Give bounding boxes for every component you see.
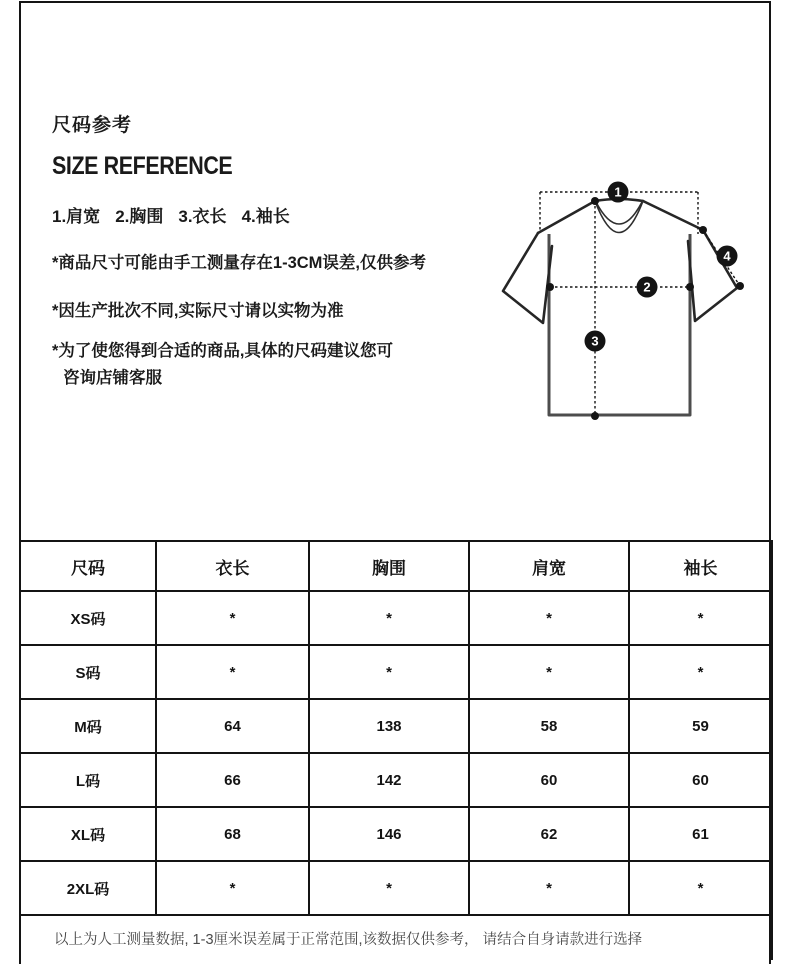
cell-value: 64 (156, 699, 309, 753)
table-row-xs (20, 591, 772, 645)
cell-value: 138 (309, 699, 469, 753)
tshirt-measurement-diagram (490, 158, 790, 450)
tshirt-collar (595, 201, 643, 233)
table-row-m (20, 699, 772, 753)
size-label: S码 (20, 645, 156, 699)
table-footnote: 以上为人工测量数据, 1-3厘米误差属于正常范围,该数据仅供参考， 请结合自身请款进行选择 (20, 915, 772, 960)
col-header-shoulder: 肩宽 (469, 541, 629, 591)
legend-item-length: 3.衣长 (178, 207, 227, 226)
table-row-s (20, 645, 772, 699)
note-contact-service: 咨询店铺客服 (63, 369, 162, 387)
cell-value: * (156, 861, 309, 915)
size-label: 2XL码 (20, 861, 156, 915)
measurement-badge-4: 4 (723, 248, 731, 264)
cell-value: * (469, 861, 629, 915)
size-label: L码 (20, 753, 156, 807)
col-header-chest: 胸围 (309, 541, 469, 591)
table-row-xl (20, 807, 772, 861)
legend-item-chest: 2.胸围 (115, 207, 164, 226)
legend-item-shoulder: 1.肩宽 (52, 207, 101, 226)
cell-value: 61 (629, 807, 772, 861)
col-header-length: 衣长 (156, 541, 309, 591)
cell-value: 60 (629, 753, 772, 807)
cell-value: * (629, 861, 772, 915)
table-row-l (20, 753, 772, 807)
cell-value: * (309, 645, 469, 699)
page-title-cn: 尺码参考 (52, 115, 133, 136)
measurement-badge-3: 3 (591, 333, 599, 349)
size-label: M码 (20, 699, 156, 753)
note-size-advice: *为了使您得到合适的商品,具体的尺码建议您可 (52, 342, 394, 360)
cell-value: 142 (309, 753, 469, 807)
cell-value: * (629, 591, 772, 645)
size-label: XS码 (20, 591, 156, 645)
cell-value: 62 (469, 807, 629, 861)
table-footnote-row (20, 915, 772, 960)
cell-value: * (469, 645, 629, 699)
cell-value: 59 (629, 699, 772, 753)
cell-value: * (309, 861, 469, 915)
cell-value: * (469, 591, 629, 645)
cell-value: * (156, 591, 309, 645)
legend-item-sleeve: 4.袖长 (241, 207, 290, 226)
measurement-legend (52, 202, 290, 227)
cell-value: 60 (469, 753, 629, 807)
page-title-en: SIZE REFERENCE (52, 152, 233, 180)
size-table (19, 540, 773, 960)
cell-value: * (309, 591, 469, 645)
measurement-badge-1: 1 (614, 184, 622, 200)
cell-value: 66 (156, 753, 309, 807)
cell-value: 58 (469, 699, 629, 753)
cell-value: * (156, 645, 309, 699)
measurement-badge-2: 2 (643, 279, 651, 295)
size-table-header-row (20, 541, 772, 591)
col-header-size: 尺码 (20, 541, 156, 591)
cell-value: 146 (309, 807, 469, 861)
cell-value: 68 (156, 807, 309, 861)
note-batch-difference: *因生产批次不同,实际尺寸请以实物为准 (52, 302, 344, 320)
table-row-2xl (20, 861, 772, 915)
note-measure-tolerance: *商品尺寸可能由手工测量存在1-3CM误差,仅供参考 (52, 254, 427, 272)
col-header-sleeve: 袖长 (629, 541, 772, 591)
cell-value: * (629, 645, 772, 699)
size-label: XL码 (20, 807, 156, 861)
tshirt-body-fill (549, 234, 690, 415)
